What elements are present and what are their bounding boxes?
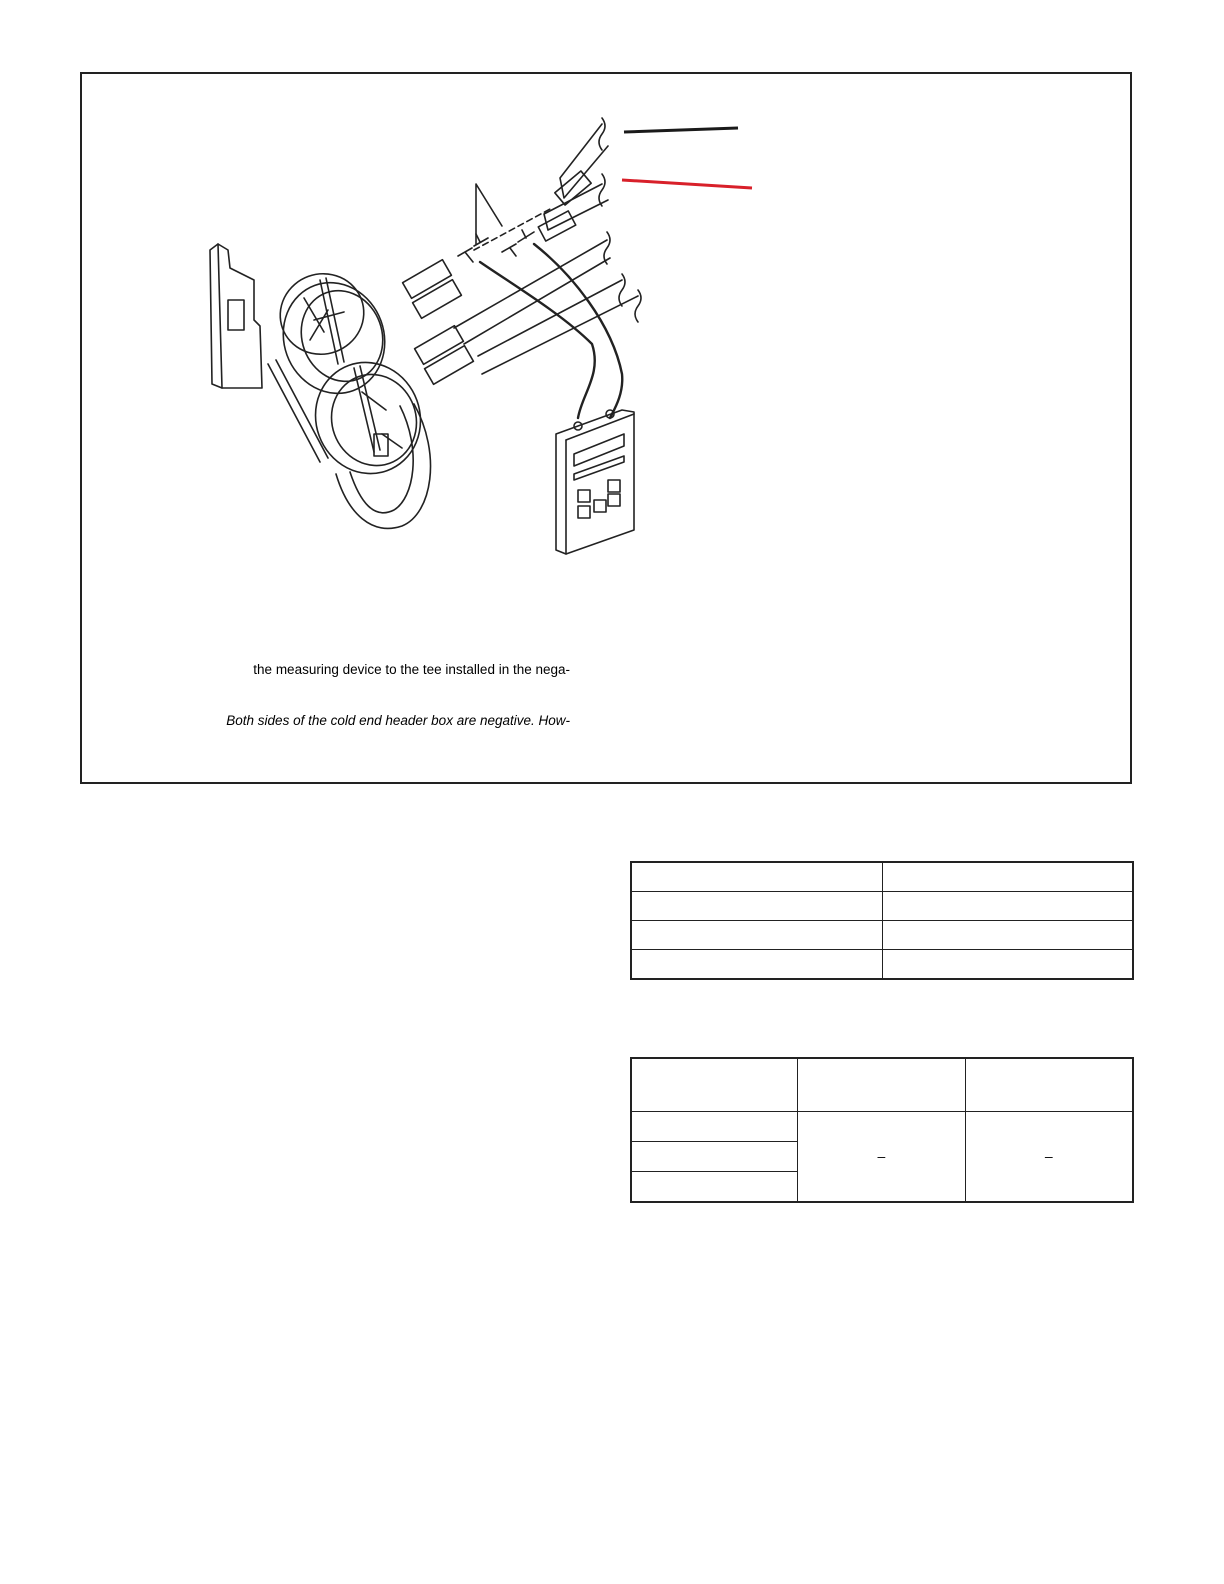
table-cell [882, 892, 1133, 921]
table-row [631, 862, 1133, 892]
table-row [631, 950, 1133, 980]
table-cell [631, 950, 882, 980]
dash-value: – [1044, 1148, 1053, 1164]
merged-cell-col-3 [965, 1112, 1133, 1203]
negative-line [624, 128, 738, 132]
table-cell [631, 892, 882, 921]
table-header-cell [631, 1058, 798, 1112]
tube-tee-left [458, 234, 488, 262]
mounting-bracket [218, 244, 262, 388]
spec-table-2 [630, 1057, 1134, 1203]
tube-tee-right [502, 230, 534, 256]
table-cell [882, 862, 1133, 892]
tube-end-wave-1 [599, 118, 605, 150]
figure-caption-line-2: Both sides of the cold end header box are negative. How- [226, 713, 570, 728]
table-row [631, 1112, 1133, 1142]
table-cell [631, 1142, 798, 1172]
figure-caption-line-1: the measuring device to the tee installed in the nega- [253, 662, 570, 677]
manometer-device-icon [556, 410, 634, 554]
table-cell [631, 862, 882, 892]
merged-cell-col-2 [798, 1112, 965, 1203]
table-cell [882, 950, 1133, 980]
table-row [631, 921, 1133, 950]
table-header-cell [798, 1058, 965, 1112]
table-row [631, 892, 1133, 921]
table-cell [882, 921, 1133, 950]
table-cell [631, 1172, 798, 1203]
table-header-cell [965, 1058, 1133, 1112]
positive-line [622, 180, 752, 188]
spec-table-1 [630, 861, 1134, 980]
figure-frame [80, 72, 1132, 784]
dash-value: – [877, 1148, 886, 1164]
tube-end-wave-4 [619, 274, 625, 306]
tube-end-wave-5 [635, 290, 641, 322]
table-header-row [631, 1058, 1133, 1112]
pressure-switch-diagram [82, 74, 1130, 782]
table-cell [631, 921, 882, 950]
table-cell [631, 1112, 798, 1142]
